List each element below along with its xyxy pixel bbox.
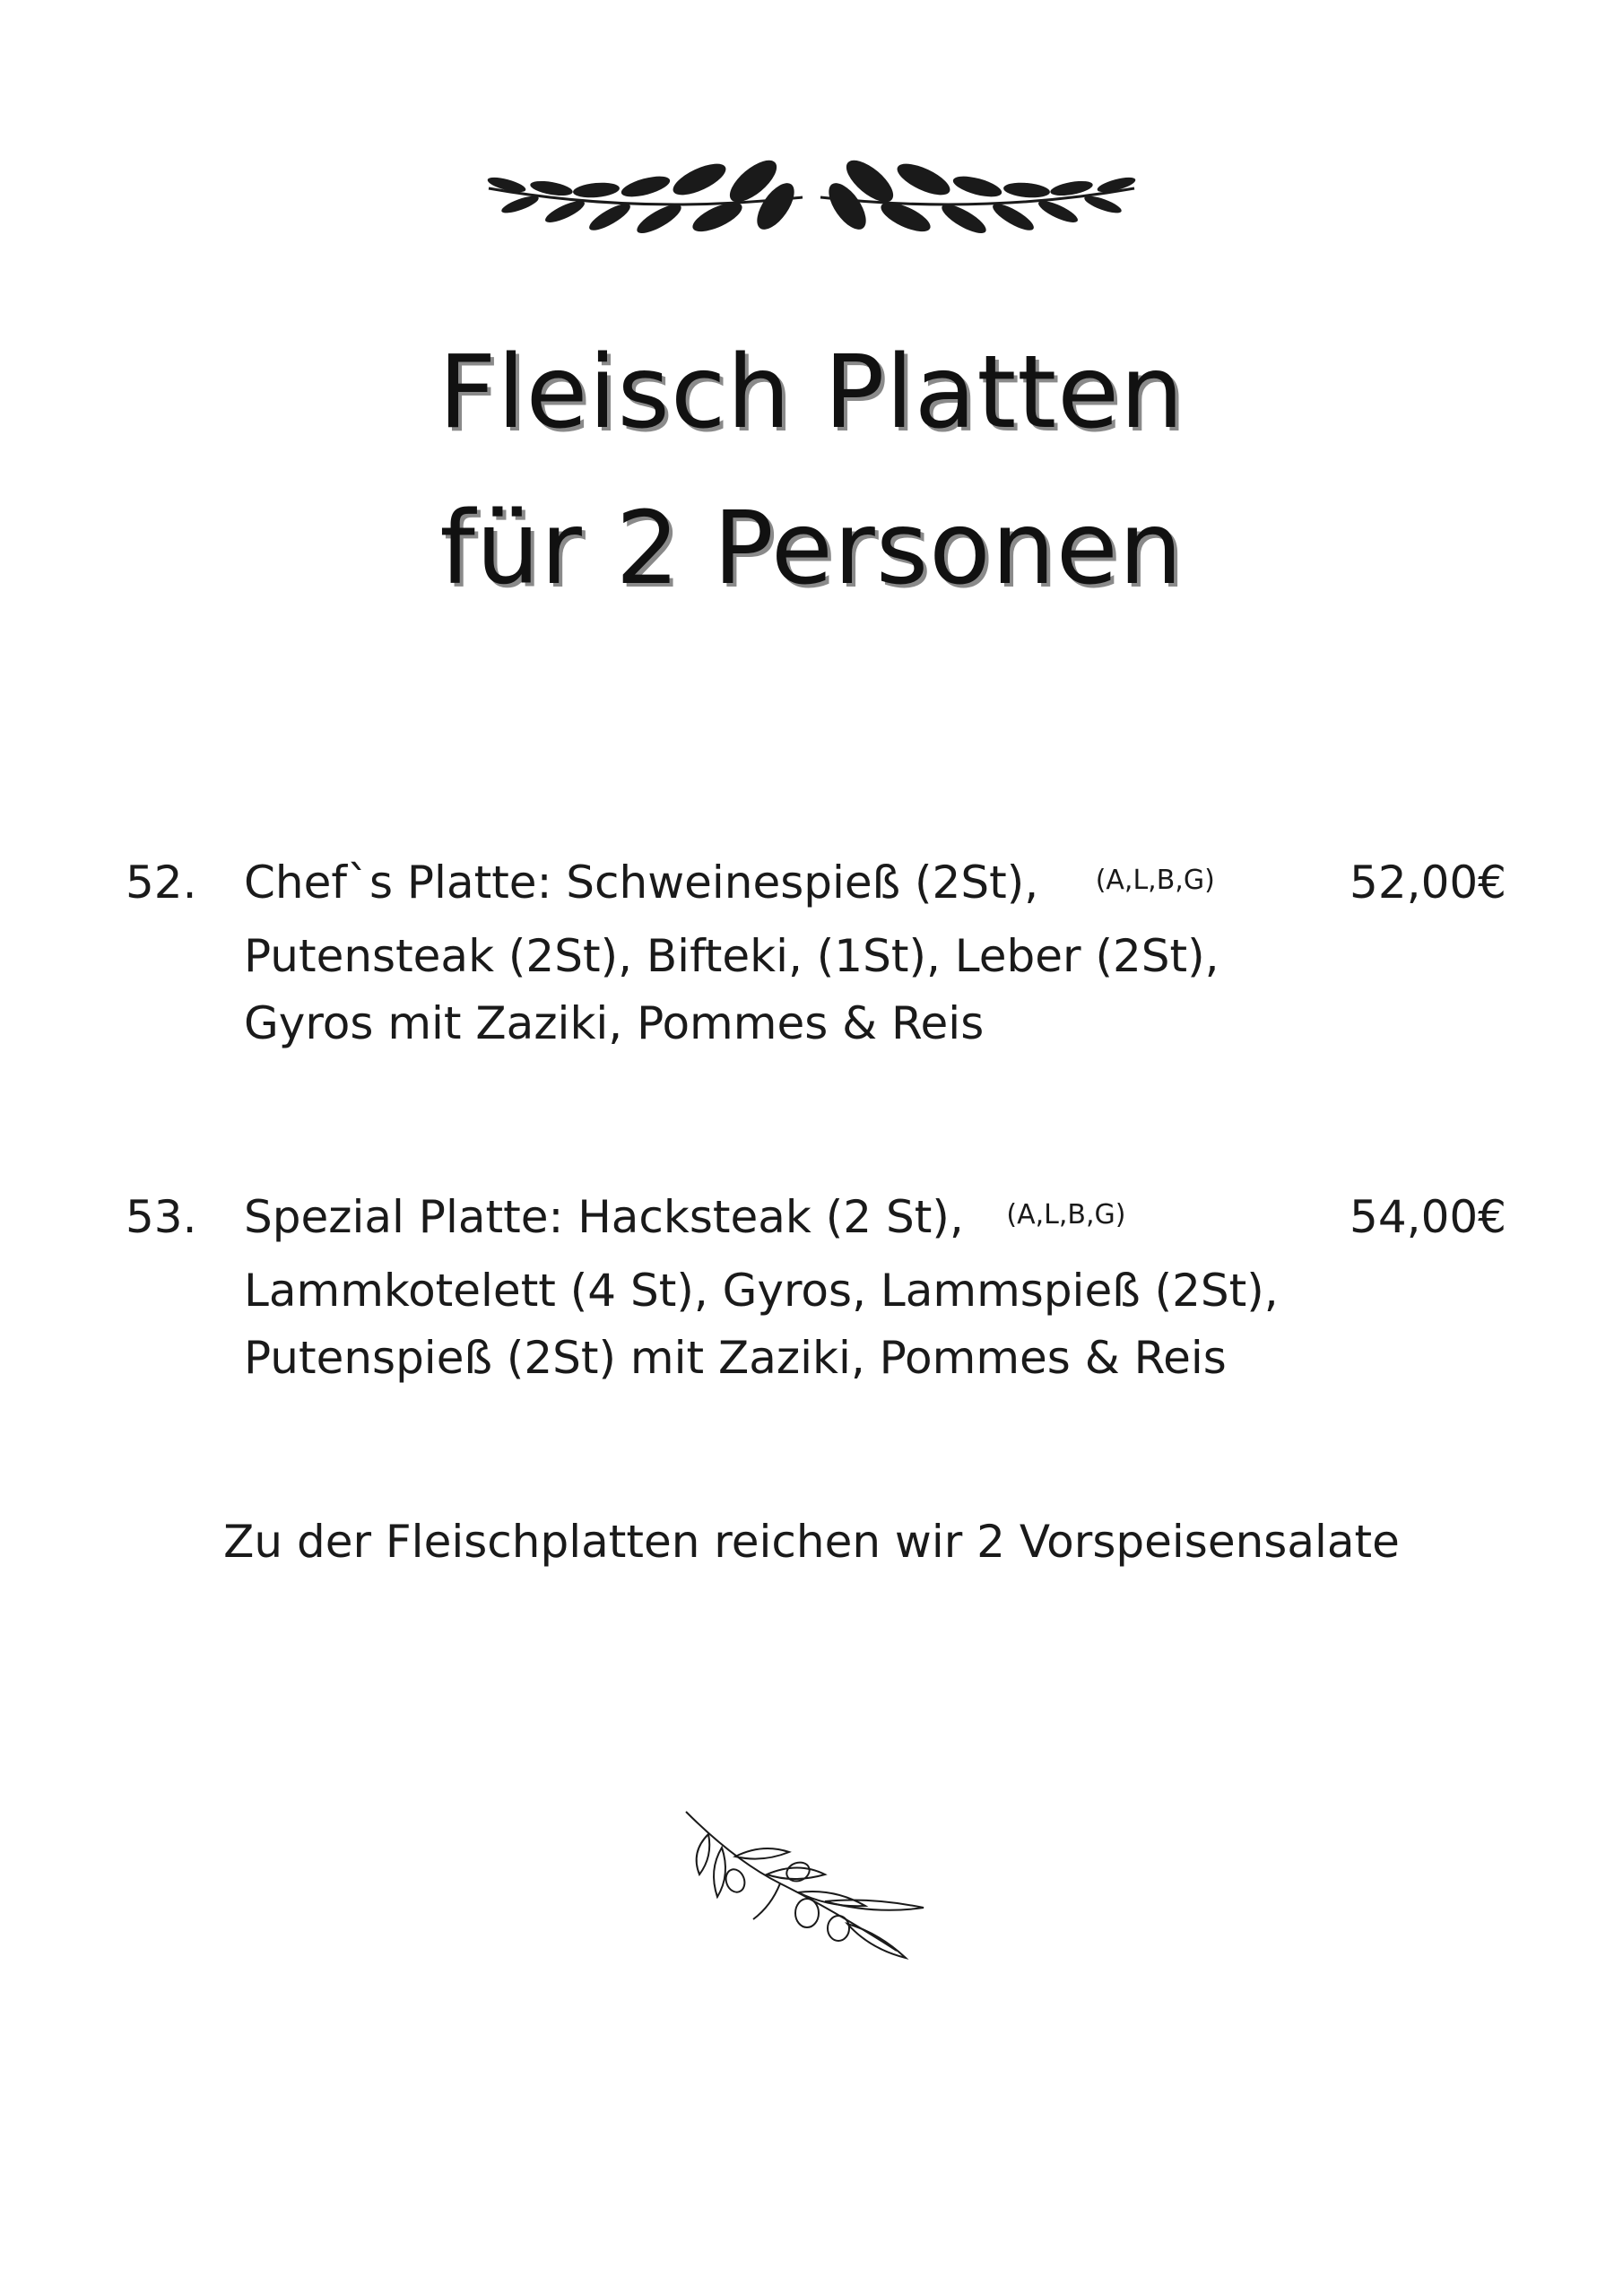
- item-name: Chef`s Platte: Schweinespieß (2St),: [244, 857, 1039, 909]
- item-description-line2: Putensteak (2St), Bifteki, (1St), Leber (2St),: [244, 930, 1219, 982]
- item-name: Spezial Platte: Hacksteak (2 St),: [244, 1191, 964, 1243]
- item-description: [244, 1184, 1365, 1392]
- olive-branch-icon: [681, 1807, 933, 1969]
- item-description: [244, 849, 1365, 1057]
- item-description-line1: [244, 849, 1365, 923]
- allergen-codes: (A,L,B,G): [1006, 1199, 1126, 1231]
- page-title-line1: Fleisch Platten: [438, 335, 1185, 451]
- page-title-line2: für 2 Personen: [439, 491, 1184, 607]
- item-description-line3: Gyros mit Zaziki, Pommes & Reis: [244, 997, 985, 1049]
- laurel-branches-icon: [480, 152, 1143, 251]
- item-number: 53.: [126, 1191, 197, 1243]
- item-number: 52.: [126, 857, 197, 909]
- item-price: 52,00€: [1350, 857, 1506, 909]
- side-salad-note: Zu der Fleischplatten reichen wir 2 Vorspeisensalate: [223, 1516, 1400, 1568]
- item-description-line3: Putenspieß (2St) mit Zaziki, Pommes & Reis: [244, 1332, 1227, 1384]
- item-description-line2: Lammkotelett (4 St), Gyros, Lammspieß (2St),: [244, 1265, 1279, 1317]
- item-price: 54,00€: [1350, 1191, 1506, 1243]
- item-description-line1: [244, 1184, 1365, 1257]
- allergen-codes: (A,L,B,G): [1095, 865, 1215, 896]
